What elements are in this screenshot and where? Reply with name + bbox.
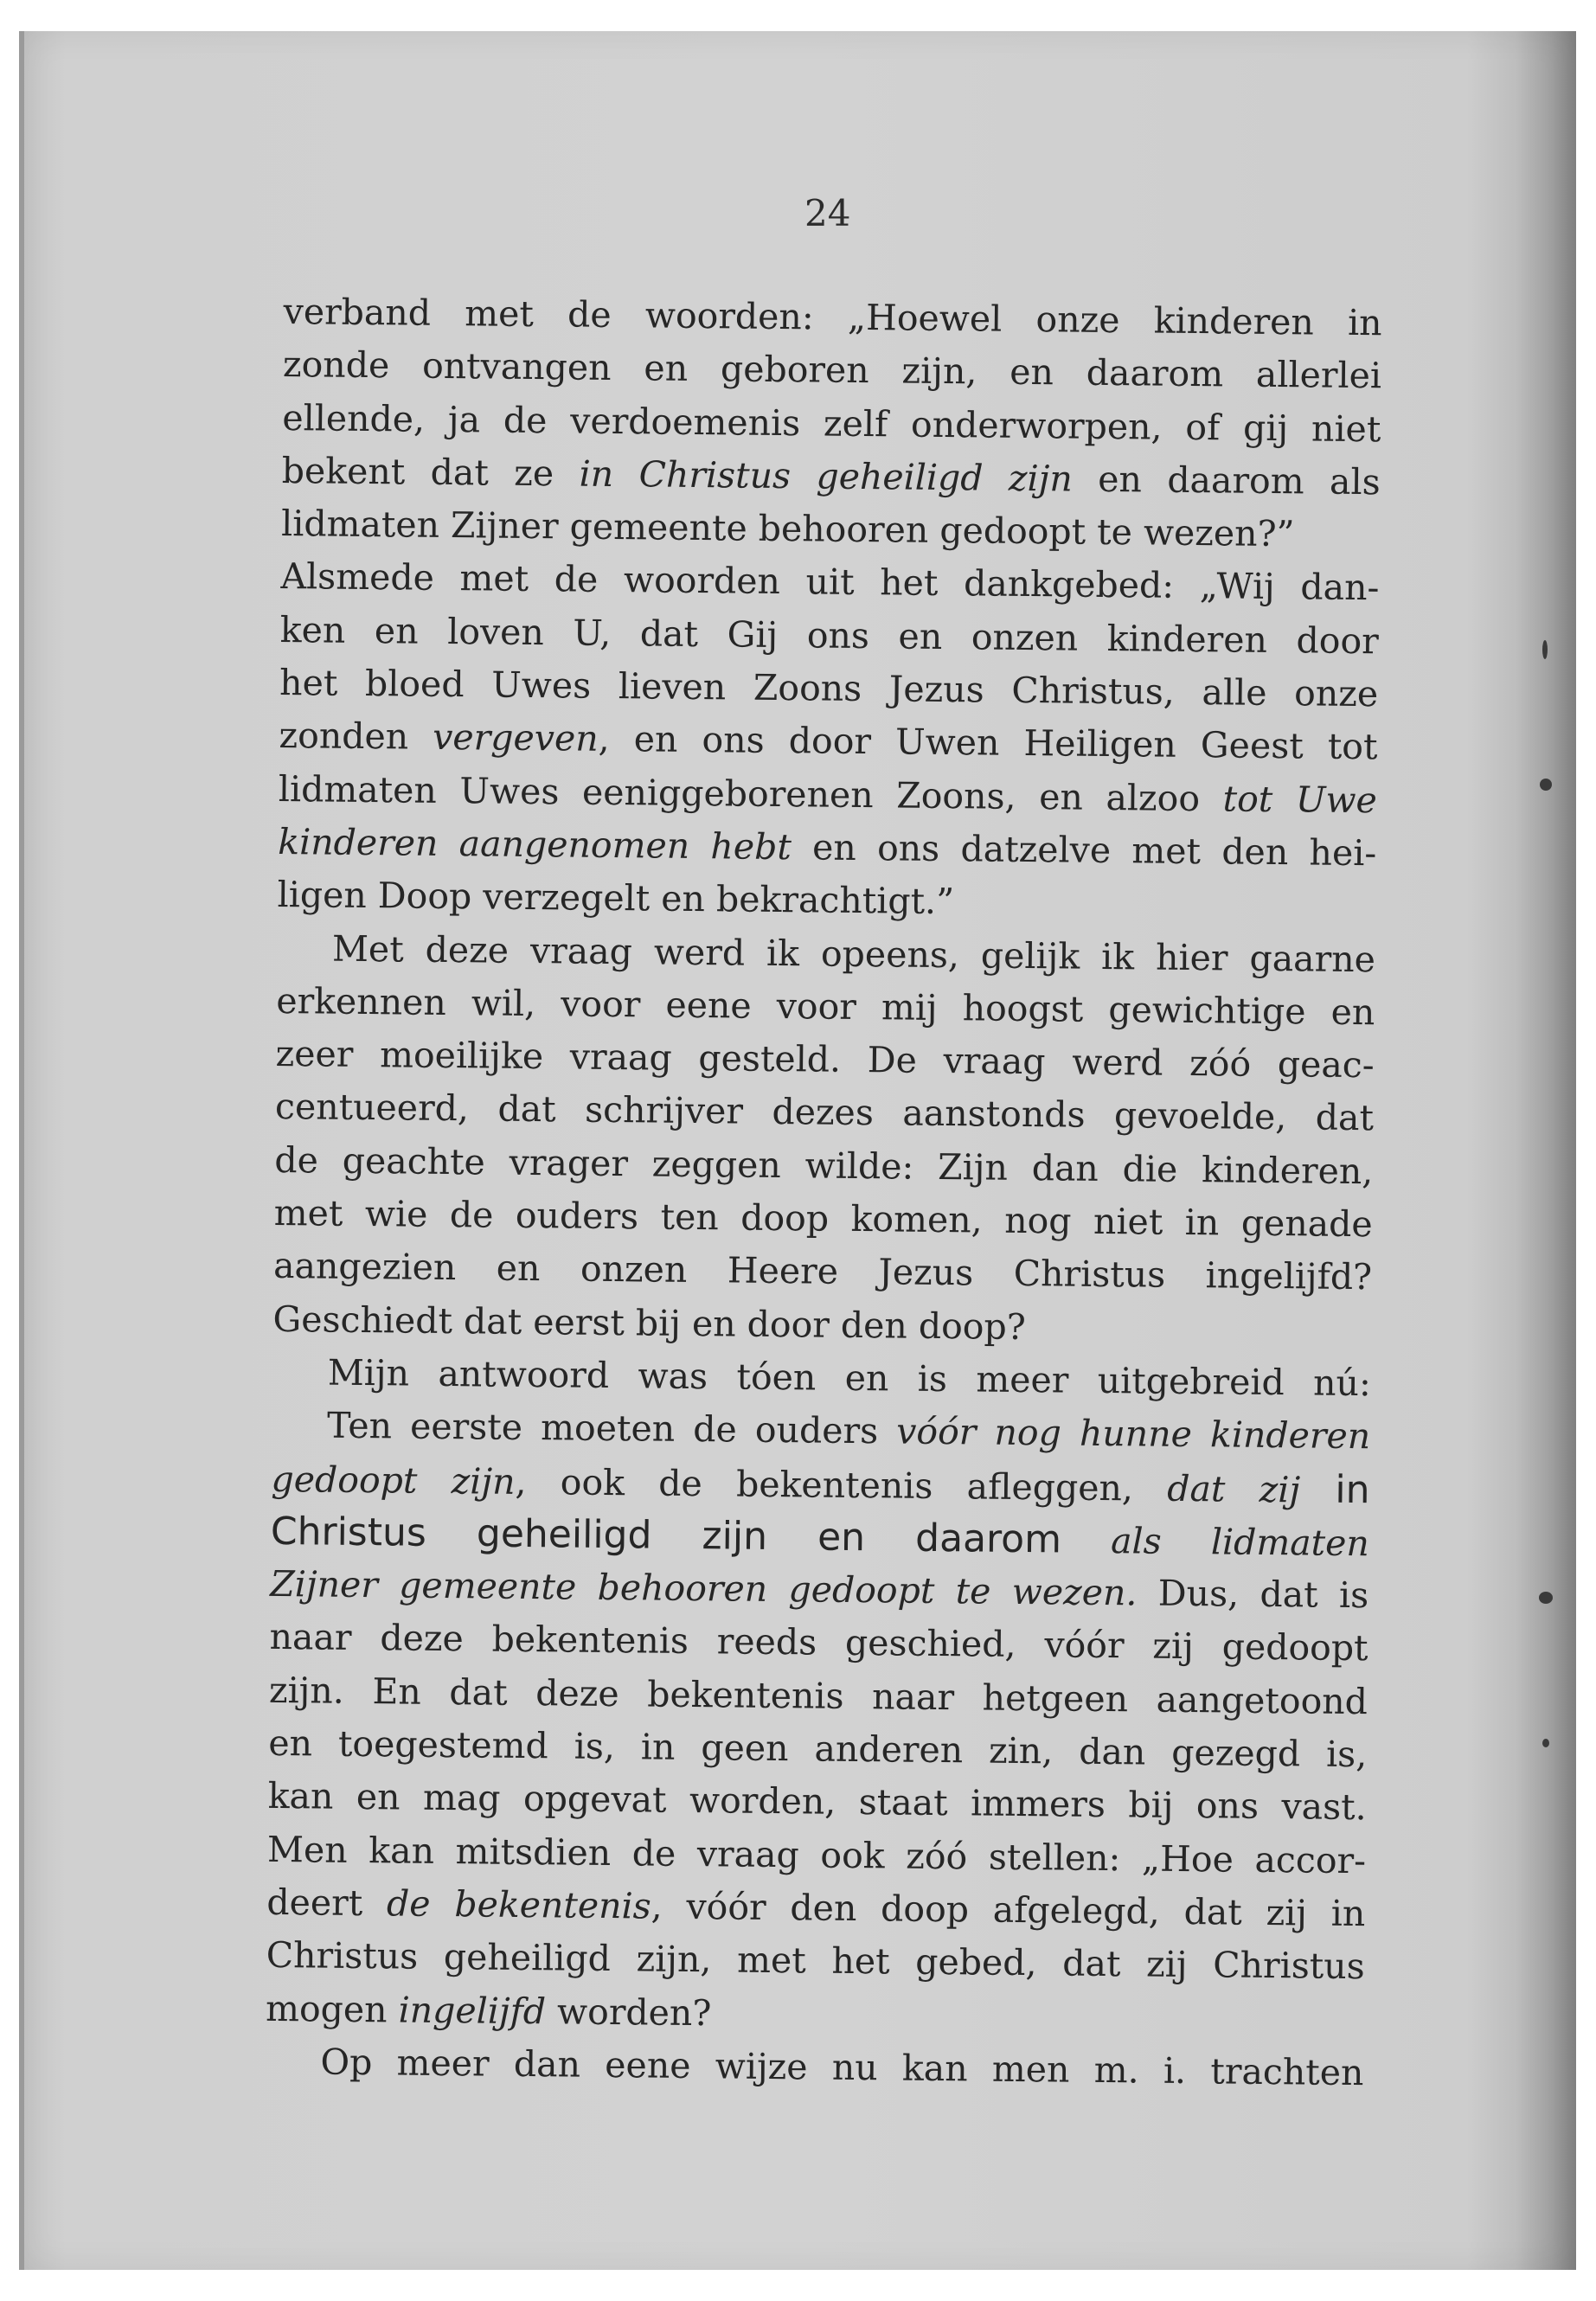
italic-text: vóór nog hunne kinderen [896,1410,1371,1458]
text-segment: erkennen wil, voor eene voor mij hoogst gewichtige en [276,979,1375,1034]
italic-text: als lidmaten [1061,1519,1370,1565]
text-segment: de geachte vrager zeggen wilde: Zijn dan die kinderen, [274,1138,1374,1192]
text-segment: , vóór den doop afgelegd, dat zij in [651,1885,1366,1935]
binding-hole [1540,779,1552,791]
text-segment: Ten eerste moeten de ouders [326,1404,897,1452]
text-segment: aangezien en onzen Heere Jezus Christus ingelijfd? [272,1245,1373,1298]
text-segment: Mijn antwoord was tóen en is meer uitgebreid nú: [327,1351,1372,1405]
italic-text: gedoopt zijn [271,1458,516,1503]
text-segment: , en ons door Uwen Heiligen Geest tot [598,718,1378,768]
text-segment: zijn. En dat deze bekentenis naar hetgeen aangetoond [268,1669,1368,1722]
text-segment: Christus geheiligd zijn, met het gebed, dat zij Christus [266,1934,1365,1988]
text-segment: mogen [265,1987,399,2030]
text-segment: Dus, dat is [1137,1572,1369,1617]
italic-text: kinderen aangenomen hebt [278,820,792,868]
text-segment: lidmaten Zijner gemeente behooren gedoopt te wezen?” [280,503,1295,555]
text-segment: kan en mag opgevat worden, staat immers bij ons vast. [267,1775,1367,1829]
gutter-shadow [1516,31,1576,2270]
text-segment: worden? [545,1990,712,2034]
italic-text: tot Uwe [1222,778,1378,821]
binding-hole [1539,1592,1553,1604]
text-segment: naar deze bekentenis reeds geschied, vóór zij gedoopt [269,1616,1368,1670]
text-segment: en daarom als [1072,458,1381,503]
text-segment: lidmaten Uwes eeniggeborenen Zoons, en alzoo [278,767,1223,820]
text-segment: Men kan mitsdien de vraag ook zóó stellen: „Hoe accor- [266,1828,1367,1881]
text-segment: Christus geheiligd zijn en daarom [270,1509,1062,1562]
page-left-edge [19,31,24,2270]
italic-text: dat zij [1166,1467,1301,1510]
text-segment: , ook de bekentenis afleggen, [515,1460,1168,1509]
text-segment: deert [266,1881,388,1925]
italic-text: vergeven [433,716,599,760]
page-number: 24 [804,192,851,234]
binding-hole [1542,1739,1549,1747]
italic-text: Zijner gemeente behooren gedoopt te wezen. [270,1563,1138,1614]
text-segment: Met deze vraag werd ik opeens, gelijk ik hier gaarne [331,927,1376,980]
text-segment: Alsmede met de woorden uit het dankgebed: „Wij dan- [280,555,1380,609]
italic-text: ingelijfd [398,1988,547,2032]
text-segment: verband met de woorden: „Hoewel onze kinderen in [283,290,1382,344]
italic-text: in Christus geheiligd zijn [579,452,1074,500]
binding-hole [1542,640,1548,659]
text-segment: zeer moeilijke vraag gesteld. De vraag werd zóó geac- [275,1033,1375,1086]
body-text [265,285,1382,2099]
text-segment: zonde ontvangen en geboren zijn, en daarom allerlei [282,343,1382,397]
text-segment: bekent dat ze [281,449,580,495]
text-segment: in [1299,1466,1370,1512]
text-segment: Op meer dan eene wijze nu kan men m. i. trachten [320,2041,1364,2093]
text-segment: centueerd, dat schrijver dezes aanstonds gevoelde, dat [274,1086,1375,1139]
text-segment: zonden [279,715,433,759]
text-segment: met wie de ouders ten doop komen, nog niet in genade [273,1191,1373,1246]
text-segment: en ons datzelve met den hei- [791,826,1377,875]
text-segment: ellende, ja de verdoemenis zelf onderworpen, of gij niet [282,396,1381,450]
text-segment: Geschiedt dat eerst bij en door den doop? [272,1298,1026,1348]
text-segment: ligen Doop verzegelt en bekrachtigt.” [277,874,955,923]
text-segment: het bloed Uwes lieven Zoons Jezus Christus, alle onze [279,662,1379,715]
text-segment: en toegestemd is, in geen anderen zin, dan gezegd is, [268,1721,1368,1776]
italic-text: de bekentenis [386,1882,651,1927]
text-segment: ken en loven U, dat Gij ons en onzen kinderen door [279,608,1380,663]
